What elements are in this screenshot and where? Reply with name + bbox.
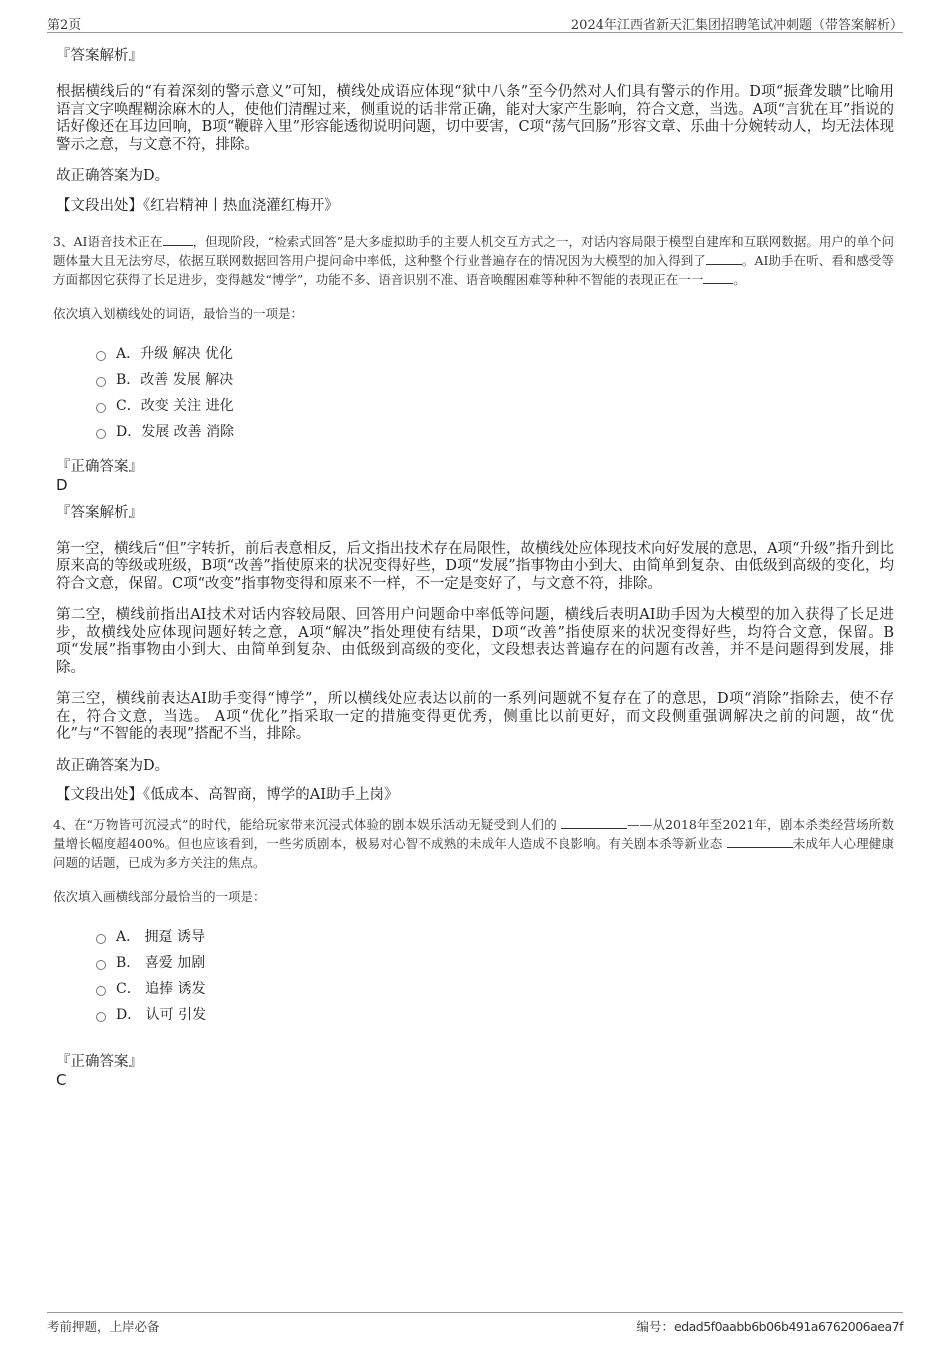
footer-code-label: 编号： bbox=[636, 1319, 674, 1334]
q3-option-a-label: A．升级 解决 优化 bbox=[116, 345, 234, 362]
radio-icon[interactable] bbox=[96, 960, 106, 970]
footer-slogan: 考前押题，上岸必备 bbox=[47, 1319, 160, 1334]
q4-option-c[interactable] bbox=[96, 976, 894, 1002]
radio-icon[interactable] bbox=[96, 403, 106, 413]
q3-option-c[interactable] bbox=[96, 393, 894, 419]
radio-icon[interactable] bbox=[96, 429, 106, 439]
q4-answer-label: 『正确答案』 bbox=[56, 1054, 143, 1070]
footer-code bbox=[636, 1317, 903, 1335]
q3-option-b-label: B．改善 发展 解决 bbox=[116, 371, 234, 388]
q3-blank-1 bbox=[163, 233, 193, 246]
q3-answer: D bbox=[56, 475, 68, 494]
q4-option-b-label: B． 喜爱 加剧 bbox=[116, 955, 206, 971]
footer-code-value: edad5f0aabb6b06b491a6762006aea7f bbox=[674, 1319, 903, 1334]
radio-icon[interactable] bbox=[96, 986, 106, 996]
q4-option-a-label: A． 拥趸 诱导 bbox=[116, 929, 206, 945]
q4-option-c-label: C． 追捧 诱发 bbox=[116, 981, 206, 997]
radio-icon[interactable] bbox=[96, 351, 106, 361]
document-title: 2024年江西省新天汇集团招聘笔试冲刺题（带答案解析） bbox=[570, 18, 903, 33]
q4-stem-part1: 4、在“万物皆可沉浸式”的时代，能给玩家带来沉浸式体验的剧本娱乐活动无疑受到人们的 bbox=[53, 817, 562, 832]
q4-options bbox=[96, 924, 894, 1028]
q4-stem bbox=[53, 815, 894, 872]
q4-option-b[interactable] bbox=[96, 950, 894, 976]
q3-options bbox=[96, 341, 894, 445]
q2-analysis: 根据横线后的“有着深刻的警示意义”可知，横线处成语应体现“狱中八条”至今仍然对人们具有警示的作用。D项“振聋发聩”比喻用语言文字唤醒糊涂麻木的人，使他们清醒过来，侧重说的话非常正确，能对大家产生影响，符合文意，当选。A项“言犹在耳”指说的话好像还在耳边回响，B项“鞭辟入里”形容能透彻说明问题，切中要害，C项“荡气回肠”形容文章、乐曲十分婉转动人，均无法体现警示之意，与文意不符，排除。 bbox=[56, 84, 894, 153]
q4-option-d-label: D． 认可 引发 bbox=[116, 1007, 207, 1023]
q3-option-d-label: D．发展 改善 消除 bbox=[116, 423, 235, 440]
q3-blank-2 bbox=[706, 252, 742, 265]
page-footer bbox=[47, 1312, 903, 1333]
q3-stem-part2: ，但现阶段，“检索式回答”是大多虚拟助手的主要人机交互方式之一，对话内容局限于模型自建库和互联网数据。用户的单个问题体量大且无法穷尽，依据互联网数据回答用户提问命中率低，这种整个行业普遍存在的情况因为大模型的加入得到了 bbox=[53, 233, 894, 268]
q2-conclusion: 故正确答案为D。 bbox=[56, 168, 170, 184]
q3-instruction: 依次填入划横线处的词语，最恰当的一项是： bbox=[53, 305, 304, 321]
q4-option-a[interactable] bbox=[96, 924, 894, 950]
q3-analysis-3: 第三空，横线前表达AI助手变得“博学”，所以横线处应表达以前的一系列问题就不复存在了的意思，D项“消除”指除去，使不存在，符合文意，当选。 A项“优化”指采取一定的措施变得更优秀，侧重比以前更好，而文段侧重强调解决之前的问题，故“优化”与“不智能的表现”搭配不当，排除。 bbox=[56, 691, 894, 742]
q3-option-c-label: C．改变 关注 进化 bbox=[116, 397, 234, 414]
q3-analysis-1: 第一空，横线后“但”字转折，前后表意相反，后文指出技术存在局限性，故横线处应体现技术向好发展的意思，A项“升级”指升到比原来高的等级或班级，B项“改善”指使原来的状况变得好些，D项“发展”指事物由小到大、由简单到复杂、由低级到高级的变化，均符合文意，保留。C项“改变”指事物变得和原来不一样，不一定是变好了，与文意不符，排除。 bbox=[56, 540, 894, 592]
q3-option-d[interactable] bbox=[96, 419, 894, 445]
q2-analysis-label: 『答案解析』 bbox=[56, 48, 143, 64]
radio-icon[interactable] bbox=[96, 377, 106, 387]
q3-option-b[interactable] bbox=[96, 367, 894, 393]
q4-answer: C bbox=[56, 1071, 67, 1089]
q4-blank-1 bbox=[561, 816, 627, 829]
q3-conclusion: 故正确答案为D。 bbox=[56, 757, 170, 774]
q4-blank-2 bbox=[727, 835, 793, 848]
page-header bbox=[47, 14, 903, 33]
q3-source: 【文段出处】《低成本、高智商，博学的AI助手上岗》 bbox=[56, 787, 399, 803]
radio-icon[interactable] bbox=[96, 1012, 106, 1022]
q3-analysis-label: 『答案解析』 bbox=[56, 504, 143, 521]
page-number: 第2页 bbox=[47, 18, 82, 33]
main-content bbox=[53, 46, 894, 1098]
q4-instruction: 依次填入画横线部分最恰当的一项是： bbox=[53, 889, 266, 904]
q4-stem-part2: ——从2018年至2021年，剧本杀类经营场所数量增长幅度超400%。但也应该看到，一些劣质剧本，极易对心智不成熟的未成年人造成不良影响。有关剧本杀等新业态 bbox=[53, 817, 894, 851]
q4-stem-part3: 未成年人心理健康问题的话题，已成为多方关注的焦点。 bbox=[53, 836, 894, 870]
q2-source: 【文段出处】《红岩精神丨热血浇灌红梅开》 bbox=[56, 197, 339, 214]
q4-option-d[interactable] bbox=[96, 1002, 894, 1028]
q3-stem-part4: 。 bbox=[733, 271, 746, 287]
q3-answer-label: 『正确答案』 bbox=[56, 458, 143, 475]
q3-option-a[interactable] bbox=[96, 341, 894, 367]
q3-stem-part1: 3、AI语音技术正在 bbox=[53, 233, 163, 249]
q3-blank-3 bbox=[703, 271, 733, 284]
radio-icon[interactable] bbox=[96, 934, 106, 944]
q3-analysis-2: 第二空，横线前指出AI技术对话内容较局限、回答用户问题命中率低等问题，横线后表明AI助手因为大模型的加入获得了长足进步，故横线处应体现问题好转之意，A项“解决”指处理使有结果，D项“改善”指使原来的状况变得好些，均符合文意，保留。B项“发展”指事物由小到大、由简单到复杂、由低级到高级的变化，文段想表达普遍存在的问题有改善，并不是问题得到发展，排除。 bbox=[56, 607, 894, 676]
q3-stem-part3: 。AI助手在听、看和感受等方面都因它获得了长足进步，变得越发“博学”，功能不多、语音识别不准、语音唤醒困难等种种不智能的表现正在一一 bbox=[53, 252, 894, 287]
q3-stem bbox=[53, 232, 894, 289]
